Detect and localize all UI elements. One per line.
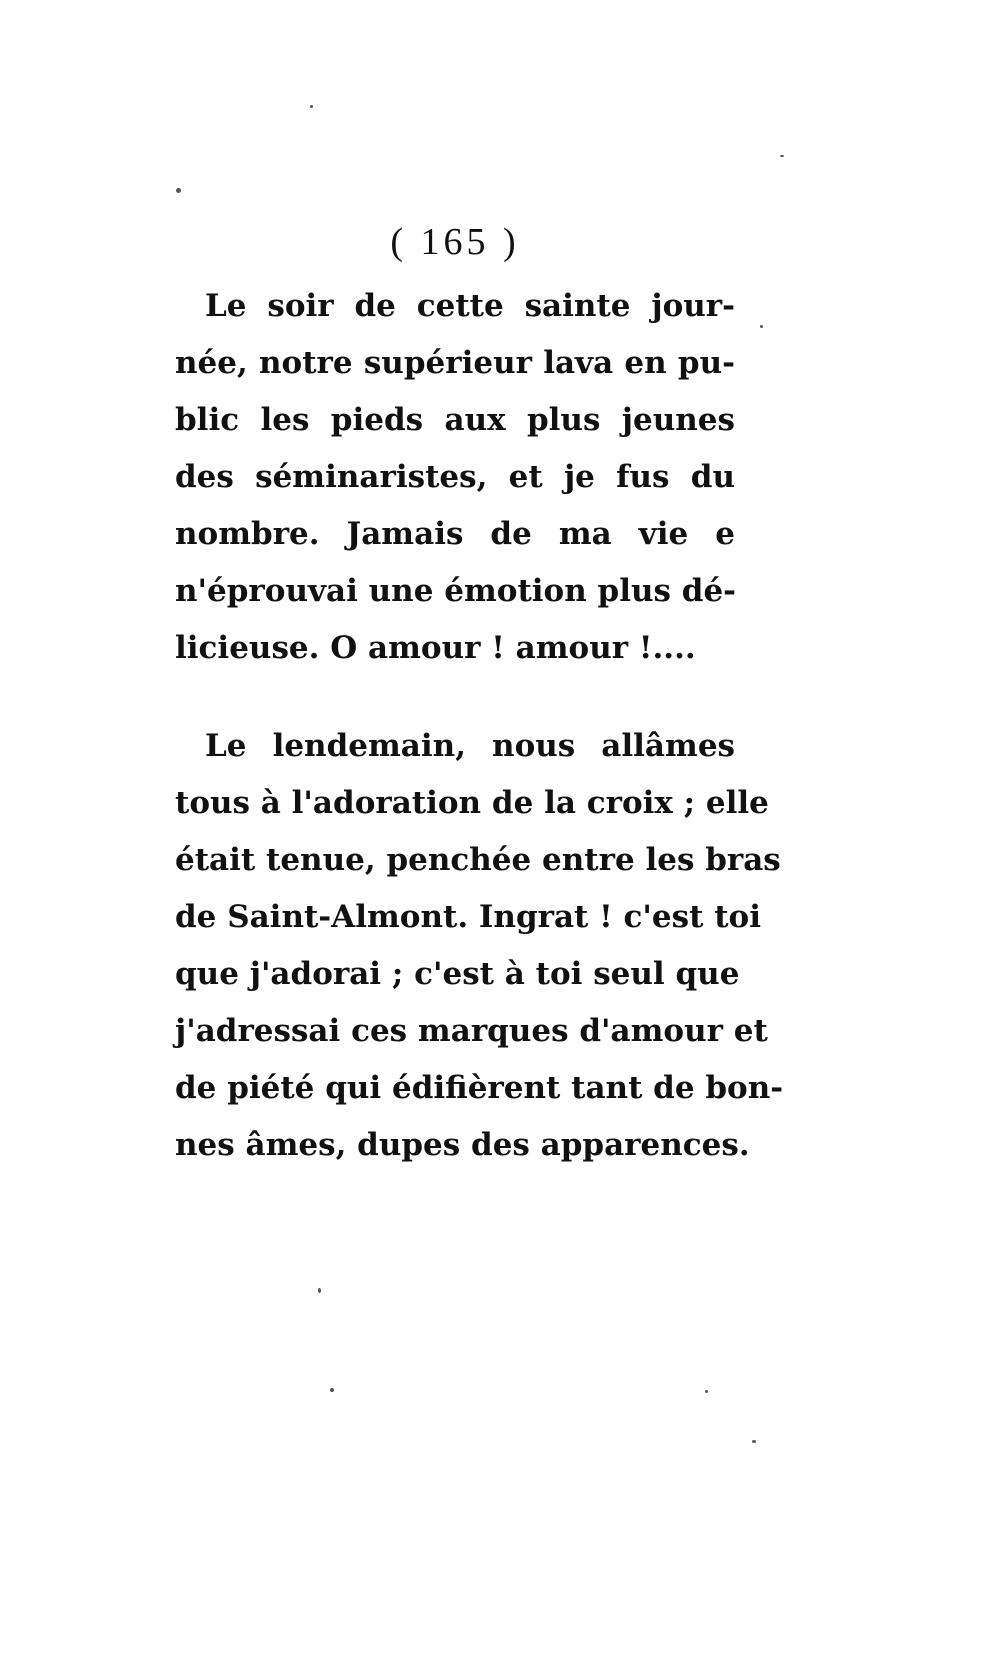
- text-line: née, notre supérieur lava en pu-: [175, 345, 735, 381]
- scan-speck: [318, 1288, 321, 1293]
- text-line: de piété qui édifièrent tant de bon-: [175, 1070, 784, 1106]
- text-line: des séminaristes, et je fus du: [175, 459, 735, 495]
- paragraph-1: [175, 278, 735, 677]
- text-line: Le lendemain, nous allâmes: [205, 728, 735, 764]
- scan-speck: [705, 1390, 708, 1393]
- text-line: que j'adorai ; c'est à toi seul que: [175, 956, 740, 992]
- text-line: nombre. Jamais de ma vie e: [175, 516, 735, 552]
- text-line: blic les pieds aux plus jeunes: [175, 402, 735, 438]
- scan-speck: [752, 1440, 756, 1443]
- text-line: était tenue, penchée entre les bras: [175, 842, 781, 878]
- text-line: de Saint-Almont. Ingrat ! c'est toi: [175, 899, 761, 935]
- text-line: tous à l'adoration de la croix ; elle: [175, 785, 769, 821]
- text-line: nes âmes, dupes des apparences.: [175, 1127, 750, 1163]
- text-line: Le soir de cette sainte jour-: [205, 288, 735, 324]
- scan-speck: [310, 105, 313, 108]
- text-line: licieuse. O amour ! amour !....: [175, 630, 696, 666]
- scan-speck: [330, 1388, 334, 1392]
- page-number: ( 165 ): [390, 221, 520, 263]
- scan-speck: [760, 325, 763, 328]
- scan-speck: [176, 188, 181, 193]
- scan-speck: [780, 155, 784, 157]
- paragraph-2: [175, 718, 784, 1174]
- text-line: n'éprouvai une émotion plus dé-: [175, 573, 737, 609]
- text-line: j'adressai ces marques d'amour et: [175, 1013, 768, 1049]
